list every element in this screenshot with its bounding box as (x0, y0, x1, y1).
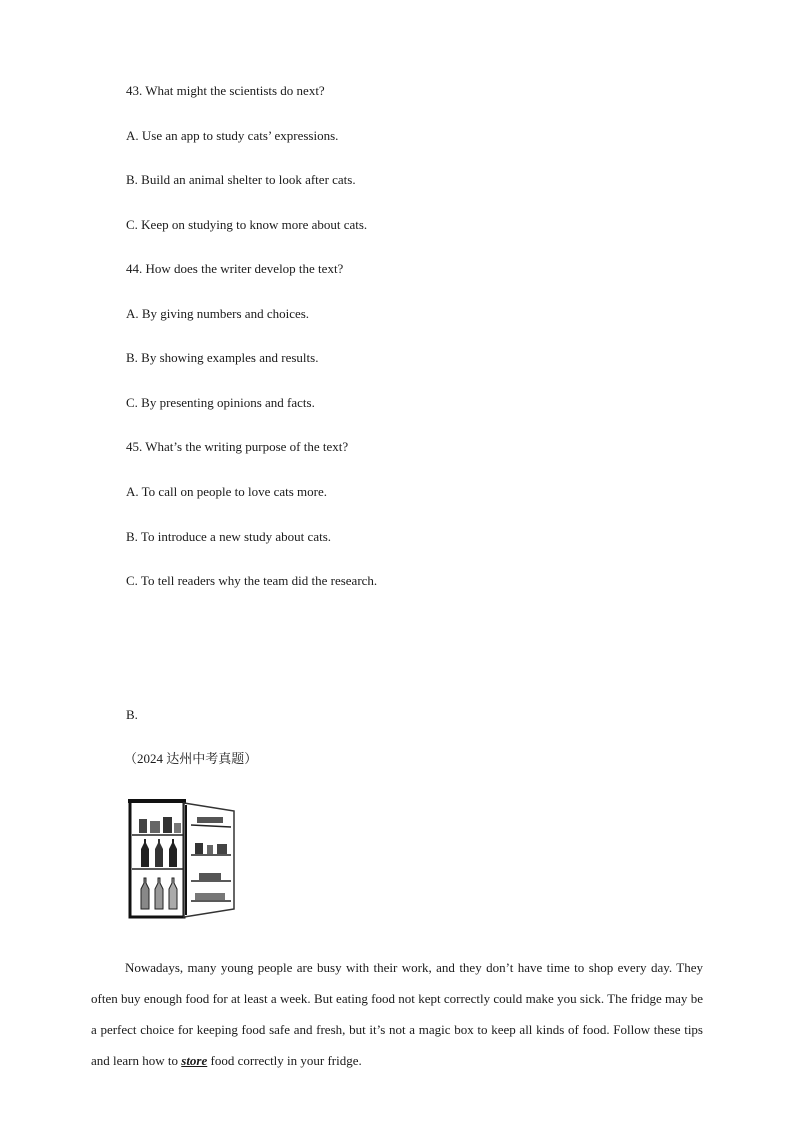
option-b: B. Build an animal shelter to look after cats. (126, 172, 356, 187)
passage-text-before: Nowadays, many young people are busy with their work, and they don’t have time to shop every day. They often buy enough food for at least a week. But eating food not kept correctly could make you sick. The fridge may be a perfect choice for keeping food safe and fresh, but it’s not a magic box to keep all kinds of food. Follow these tips and learn how to (91, 960, 703, 1068)
option-a: A. By giving numbers and choices. (126, 306, 310, 321)
option-a: A. To call on people to love cats more. (126, 484, 328, 499)
passage-keyword: store (181, 1053, 208, 1068)
fridge-illustration (127, 797, 237, 919)
option-a: A. Use an app to study cats’ expressions. (126, 128, 339, 143)
option-c: C. By presenting opinions and facts. (126, 395, 315, 410)
section-label: B. (126, 707, 138, 722)
option-c: C. Keep on studying to know more about cats. (126, 217, 368, 232)
question-stem: 43. What might the scientists do next? (126, 83, 325, 98)
section-source: （2024 达州中考真题） (124, 751, 258, 766)
option-b: B. To introduce a new study about cats. (126, 529, 332, 544)
question-stem: 44. How does the writer develop the text? (126, 261, 344, 276)
option-c: C. To tell readers why the team did the research. (126, 573, 378, 588)
passage-text-after: food correctly in your fridge. (207, 1053, 362, 1068)
passage-paragraph (91, 952, 703, 1076)
question-stem: 45. What’s the writing purpose of the text? (126, 439, 349, 454)
option-b: B. By showing examples and results. (126, 350, 319, 365)
